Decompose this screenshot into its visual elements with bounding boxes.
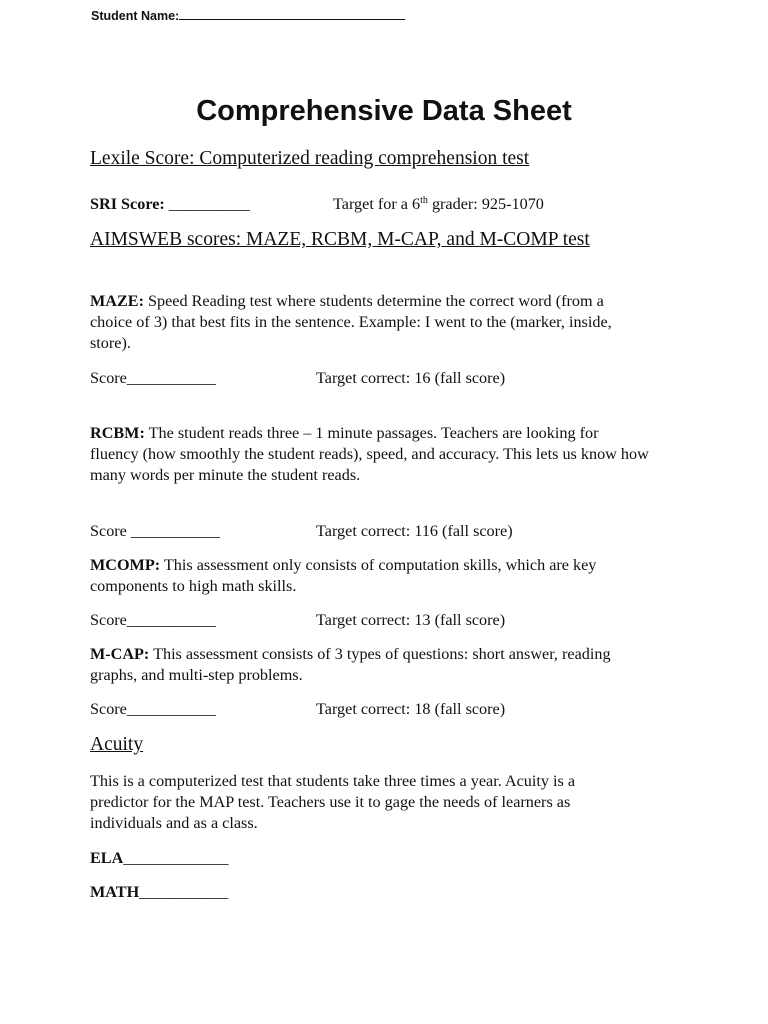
maze-score: Score___________ bbox=[90, 369, 216, 387]
student-name-label: Student Name: bbox=[91, 9, 180, 23]
rcbm-label: RCBM: bbox=[90, 424, 145, 442]
mcap-label: M-CAP: bbox=[90, 645, 150, 663]
student-name-field bbox=[91, 7, 405, 23]
rcbm-text: The student reads three – 1 minute passages. Teachers are looking for fluency (how smoothly the student reads), speed, and accuracy. This lets us know how many words per minute the student reads. bbox=[90, 424, 649, 484]
mcomp-score: Score___________ bbox=[90, 611, 216, 629]
rcbm-score-row bbox=[90, 521, 650, 542]
math-row bbox=[90, 882, 650, 903]
math-label: MATH bbox=[90, 883, 140, 901]
student-name-blank-line bbox=[179, 7, 405, 20]
sri-target-prefix: Target for a 6 bbox=[333, 195, 421, 213]
maze-label: MAZE: bbox=[90, 292, 144, 310]
ela-row bbox=[90, 848, 650, 869]
mcomp-description bbox=[90, 555, 650, 597]
maze-text: Speed Reading test where students determine the correct word (from a choice of 3) that best fits in the sentence. Example: I went to the (marker, inside, store). bbox=[90, 292, 612, 352]
mcap-description bbox=[90, 644, 660, 686]
mcomp-label: MCOMP: bbox=[90, 556, 161, 574]
sri-score-row bbox=[90, 194, 650, 215]
sri-target-sup: th bbox=[420, 195, 428, 206]
sri-score-blank: __________ bbox=[164, 195, 250, 213]
sri-target-suffix: grader: 925-1070 bbox=[427, 195, 544, 213]
mcomp-target: Target correct: 13 (fall score) bbox=[316, 611, 506, 629]
sri-score-label: SRI Score: bbox=[90, 195, 165, 213]
maze-target: Target correct: 16 (fall score) bbox=[316, 369, 506, 387]
acuity-description: This is a computerized test that students take three times a year. Acuity is a predictor for the MAP test. Teachers use it to gage the needs of learners as individuals and as a class. bbox=[90, 772, 576, 832]
mcomp-score-row bbox=[90, 610, 650, 631]
aimsweb-heading: AIMSWEB scores: MAZE, RCBM, M-CAP, and M-COMP test bbox=[90, 229, 590, 250]
sri-target bbox=[333, 194, 544, 215]
lexile-heading: Lexile Score: Computerized reading comprehension test bbox=[90, 148, 530, 169]
mcap-score: Score___________ bbox=[90, 700, 216, 718]
mcap-score-row bbox=[90, 699, 650, 720]
ela-label: ELA bbox=[90, 849, 124, 867]
mcap-target: Target correct: 18 (fall score) bbox=[316, 700, 506, 718]
mcomp-text: This assessment only consists of computation skills, which are key components to high math skills. bbox=[90, 556, 597, 595]
rcbm-target: Target correct: 116 (fall score) bbox=[316, 522, 513, 540]
math-blank: ___________ bbox=[139, 883, 229, 901]
rcbm-score: Score ___________ bbox=[90, 522, 220, 540]
mcap-text: This assessment consists of 3 types of questions: short answer, reading graphs, and multi-step problems. bbox=[90, 645, 611, 684]
maze-description bbox=[90, 291, 650, 354]
rcbm-description bbox=[90, 423, 650, 486]
page-title: Comprehensive Data Sheet bbox=[196, 95, 572, 127]
ela-blank: _____________ bbox=[123, 849, 229, 867]
maze-score-row bbox=[90, 368, 650, 389]
acuity-heading: Acuity bbox=[90, 734, 144, 755]
